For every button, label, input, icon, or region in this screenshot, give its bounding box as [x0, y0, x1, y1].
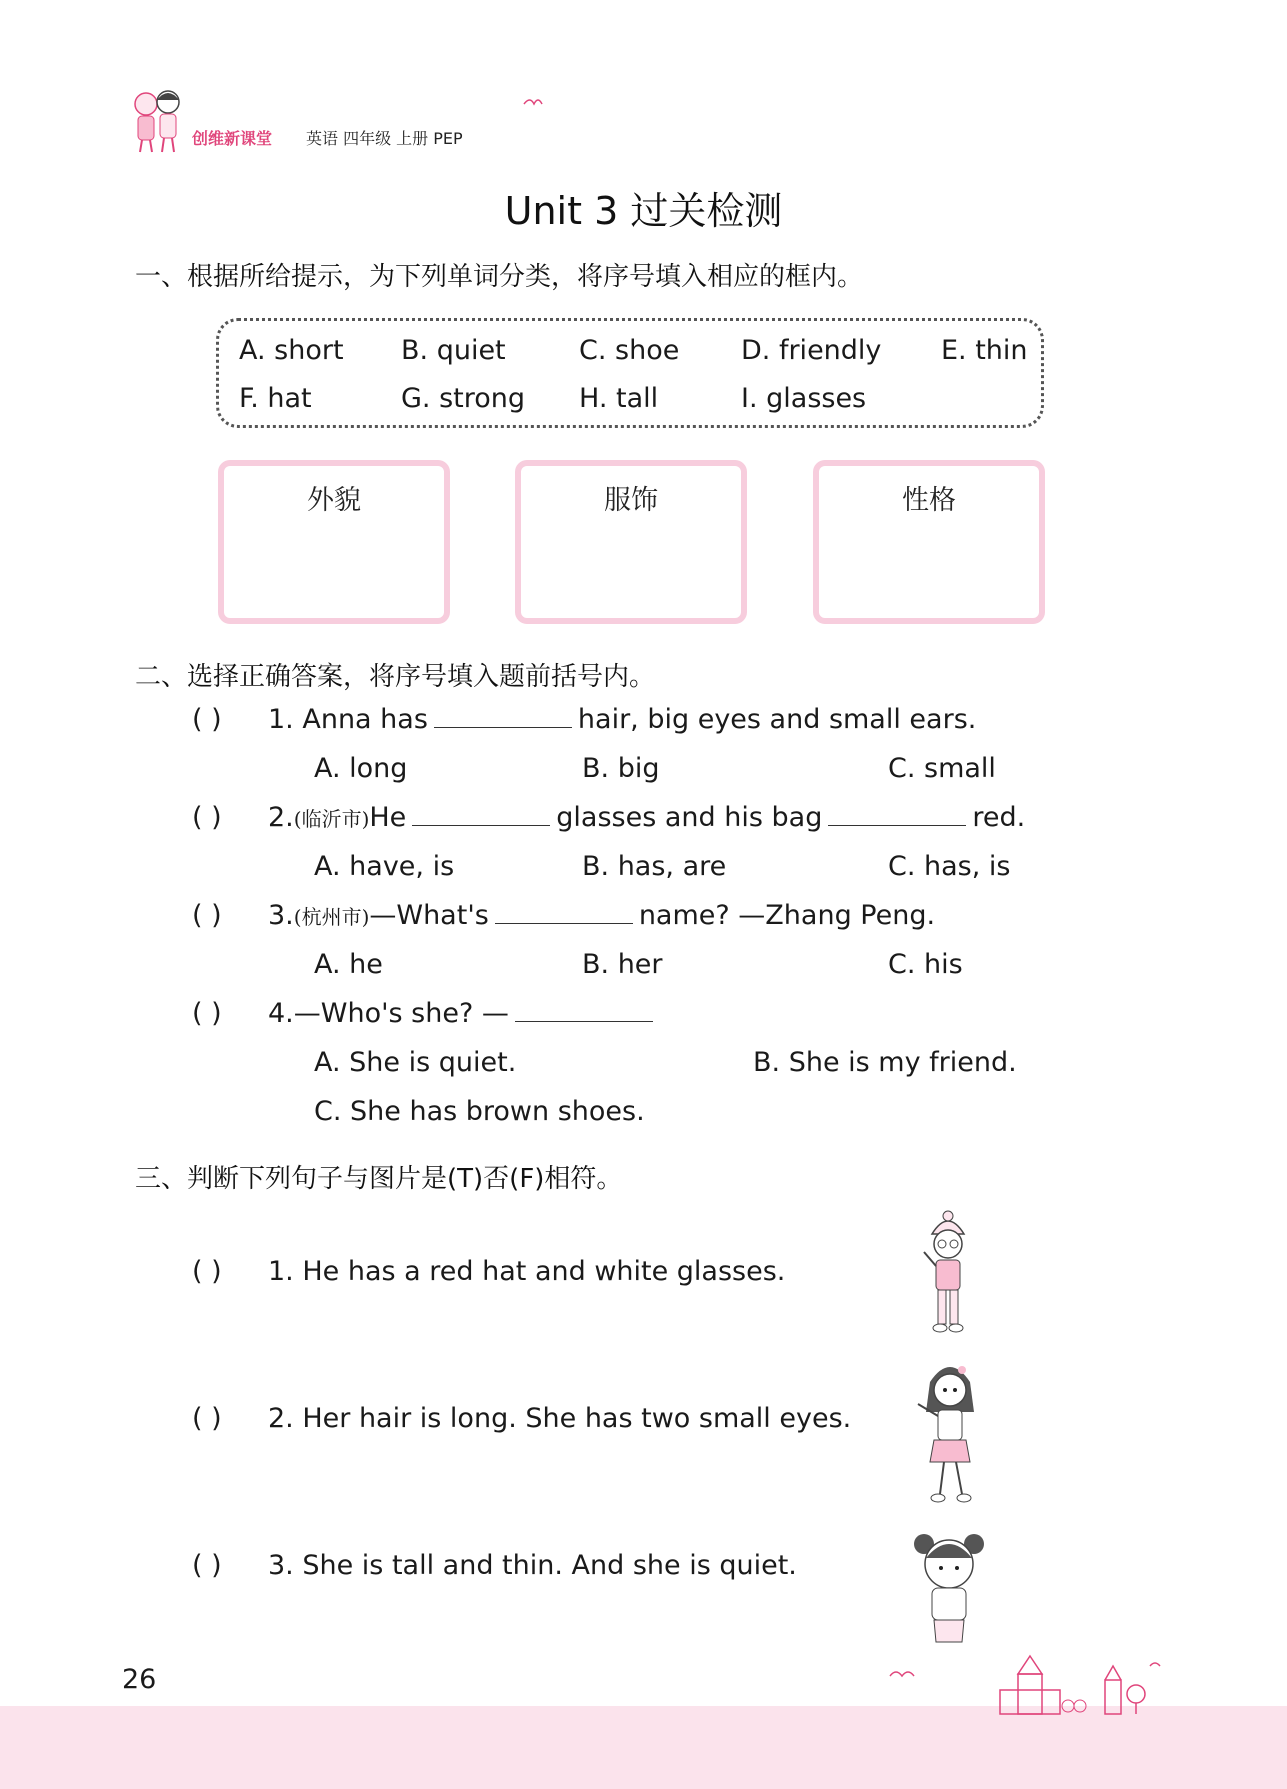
question-2: [268, 802, 1025, 833]
question-3: [268, 900, 935, 931]
judge-item-3: 3. She is tall and thin. And she is quiet.: [268, 1550, 797, 1581]
section3-heading: 三、判断下列句子与图片是(T)否(F)相符。: [135, 1164, 623, 1194]
boy-with-hat-illustration: [918, 1208, 978, 1338]
question-text: He: [369, 802, 407, 833]
judge-item-2: 2. Her hair is long. She has two small eyes.: [268, 1403, 852, 1434]
word-bank: [216, 318, 1044, 428]
category-label: 外貌: [307, 485, 361, 516]
question-text: name? —Zhang Peng.: [638, 900, 936, 931]
answer-paren[interactable]: ( ): [192, 1550, 222, 1581]
word-item: B. quiet: [401, 335, 506, 366]
answer-paren[interactable]: ( ): [192, 1403, 222, 1434]
word-item: F. hat: [239, 383, 312, 414]
question-number: 1.: [268, 704, 294, 735]
option-b: B. has, are: [582, 851, 727, 882]
footer-band: [0, 1706, 1287, 1789]
blank: [495, 901, 633, 924]
blank: [412, 803, 550, 826]
word-item: C. shoe: [579, 335, 680, 366]
brand-name: 创维新课堂: [192, 129, 273, 148]
page-title: Unit 3 过关检测: [504, 189, 783, 233]
option-c: C. has, is: [888, 851, 1011, 882]
answer-paren[interactable]: ( ): [192, 704, 222, 735]
question-text: glasses and his bag: [556, 802, 823, 833]
word-item: I. glasses: [741, 383, 867, 414]
category-box-appearance[interactable]: [218, 460, 450, 624]
question-text: —Who's she? —: [293, 998, 509, 1029]
answer-paren[interactable]: ( ): [192, 998, 222, 1029]
option-c: C. his: [888, 949, 963, 980]
subject-info: 英语 四年级 上册 PEP: [306, 129, 463, 148]
option-b: B. her: [582, 949, 663, 980]
question-number: 3.: [268, 900, 294, 931]
section2-heading: 二、选择正确答案，将序号填入题前括号内。: [135, 662, 656, 692]
answer-paren[interactable]: ( ): [192, 1256, 222, 1287]
blank: [515, 999, 653, 1022]
option-b: B. big: [582, 753, 660, 784]
option-a: A. She is quiet.: [314, 1047, 517, 1078]
word-item: E. thin: [941, 335, 1028, 366]
question-text: Anna has: [302, 704, 428, 735]
kids-logo-icon: [126, 88, 190, 154]
answer-paren[interactable]: ( ): [192, 900, 222, 931]
castle-decoration-icon: [880, 1646, 1170, 1716]
page-number: 26: [122, 1664, 157, 1695]
category-box-clothing[interactable]: [515, 460, 747, 624]
option-b: B. She is my friend.: [753, 1047, 1017, 1078]
option-a: A. have, is: [314, 851, 455, 882]
source-city: (杭州市): [293, 905, 370, 929]
answer-paren[interactable]: ( ): [192, 802, 222, 833]
blank: [828, 803, 966, 826]
question-text: —What's: [369, 900, 489, 931]
question-4: [268, 998, 659, 1029]
option-a: A. long: [314, 753, 408, 784]
word-item: G. strong: [401, 383, 526, 414]
category-label: 性格: [902, 485, 956, 516]
option-a: A. he: [314, 949, 383, 980]
girl-buns-illustration: [908, 1526, 990, 1650]
source-city: (临沂市): [293, 807, 370, 831]
word-item: H. tall: [579, 383, 659, 414]
category-label: 服饰: [604, 485, 658, 516]
question-number: 4.: [268, 998, 294, 1029]
word-item: A. short: [239, 335, 344, 366]
option-c: C. She has brown shoes.: [314, 1096, 645, 1127]
category-box-personality[interactable]: [813, 460, 1045, 624]
bird-icon: [522, 94, 544, 112]
girl-long-hair-illustration: [910, 1358, 988, 1508]
word-item: D. friendly: [741, 335, 882, 366]
question-text: hair, big eyes and small ears.: [577, 704, 977, 735]
question-1: [268, 704, 976, 735]
option-c: C. small: [888, 753, 996, 784]
judge-item-1: 1. He has a red hat and white glasses.: [268, 1256, 786, 1287]
question-text: red.: [972, 802, 1026, 833]
section1-heading: 一、根据所给提示，为下列单词分类，将序号填入相应的框内。: [135, 262, 864, 292]
blank: [434, 705, 572, 728]
question-number: 2.: [268, 802, 294, 833]
page-header: [126, 88, 726, 158]
